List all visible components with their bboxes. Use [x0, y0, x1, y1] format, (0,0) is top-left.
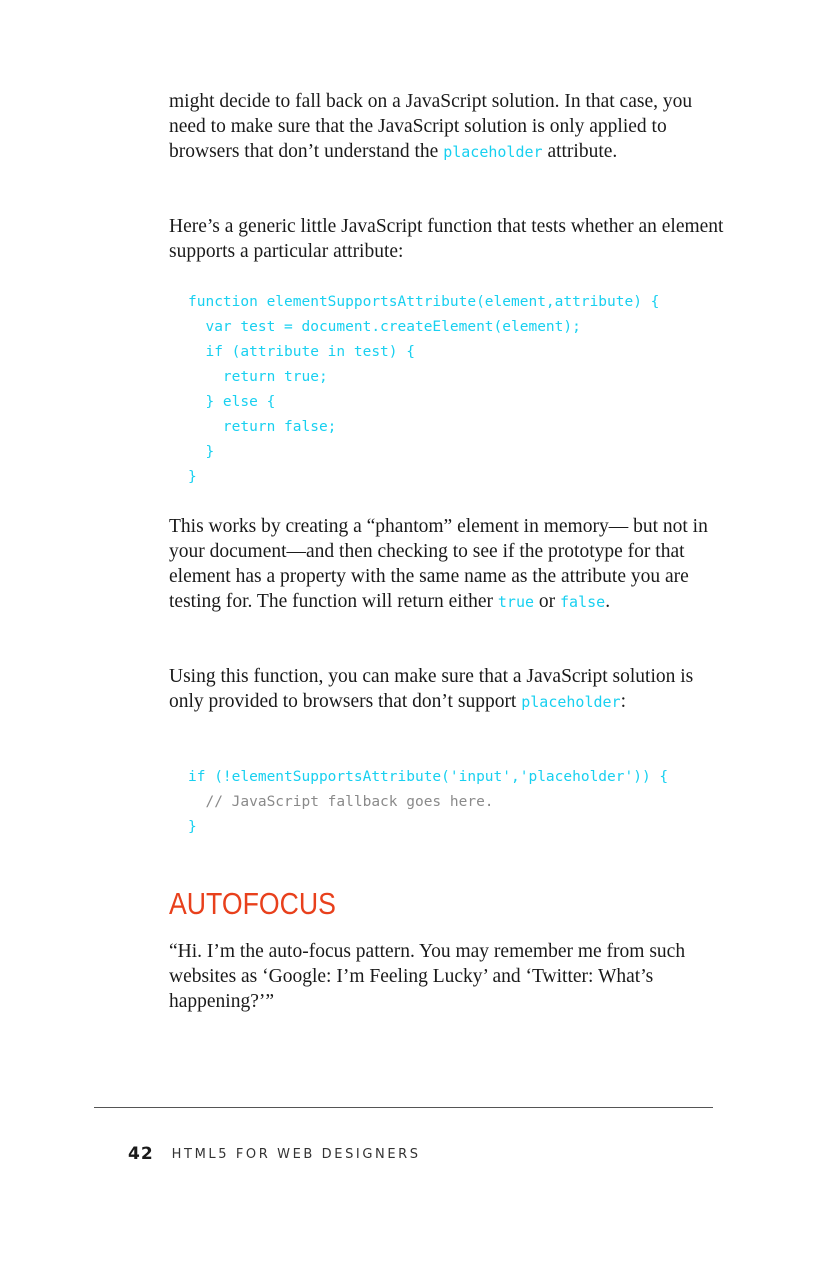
code-line: }	[188, 469, 197, 485]
code-line: }	[188, 444, 215, 460]
code-comment-line: // JavaScript fallback goes here.	[188, 794, 494, 810]
inline-code-placeholder: placeholder	[521, 693, 621, 711]
paragraph-text: :	[620, 691, 626, 712]
code-line: function elementSupportsAttribute(element,attribute) {	[188, 294, 660, 310]
inline-code-false: false	[560, 593, 606, 611]
paragraph-text: or	[534, 591, 561, 612]
paragraph-function-intro	[169, 214, 729, 264]
code-line: } else {	[188, 394, 276, 410]
code-line: var test = document.createElement(element);	[188, 319, 581, 335]
code-line: return false;	[188, 419, 337, 435]
paragraph-autofocus-quote	[169, 939, 729, 1014]
running-book-title: HTML5 FOR WEB DESIGNERS	[171, 1146, 421, 1162]
paragraph-text: Here’s a generic little JavaScript function that tests whether an element supports a particular attribute:	[169, 216, 724, 262]
code-block-function	[188, 290, 659, 490]
page-footer	[128, 1142, 421, 1166]
footer-divider	[94, 1107, 713, 1108]
section-heading-autofocus: AUTOFOCUS	[169, 886, 336, 921]
paragraph-explanation	[169, 514, 729, 615]
paragraph-text: might decide to fall back on a JavaScript solution. In that case, you need to make sure that the JavaScript solution is only applied to browsers that don’t understand the	[169, 91, 693, 162]
inline-code-placeholder: placeholder	[443, 143, 543, 161]
code-line: if (!elementSupportsAttribute('input','placeholder')) {	[188, 769, 669, 785]
paragraph-text: Using this function, you can make sure that a JavaScript solution is only provided to browsers that don’t support	[169, 666, 694, 712]
inline-code-true: true	[497, 593, 535, 611]
paragraph-text: .	[605, 591, 611, 612]
code-line: }	[188, 819, 197, 835]
paragraph-text: “Hi. I’m the auto-focus pattern. You may remember me from such websites as ‘Google: I’m Feeling Lucky’ and ‘Twitter: What’s happening?’”	[169, 941, 686, 1012]
page-number: 42	[128, 1144, 154, 1164]
paragraph-fallback-intro	[169, 89, 729, 165]
paragraph-text: attribute.	[542, 141, 618, 162]
code-line: if (attribute in test) {	[188, 344, 415, 360]
paragraph-usage	[169, 664, 729, 715]
paragraph-text: This works by creating a “phantom” element in memory— but not in your document—and then checking to see if the prototype for that element has a property with the same name as the attribute you are testing for. The function will return either	[169, 516, 708, 612]
code-line: return true;	[188, 369, 328, 385]
code-block-usage	[188, 765, 668, 840]
